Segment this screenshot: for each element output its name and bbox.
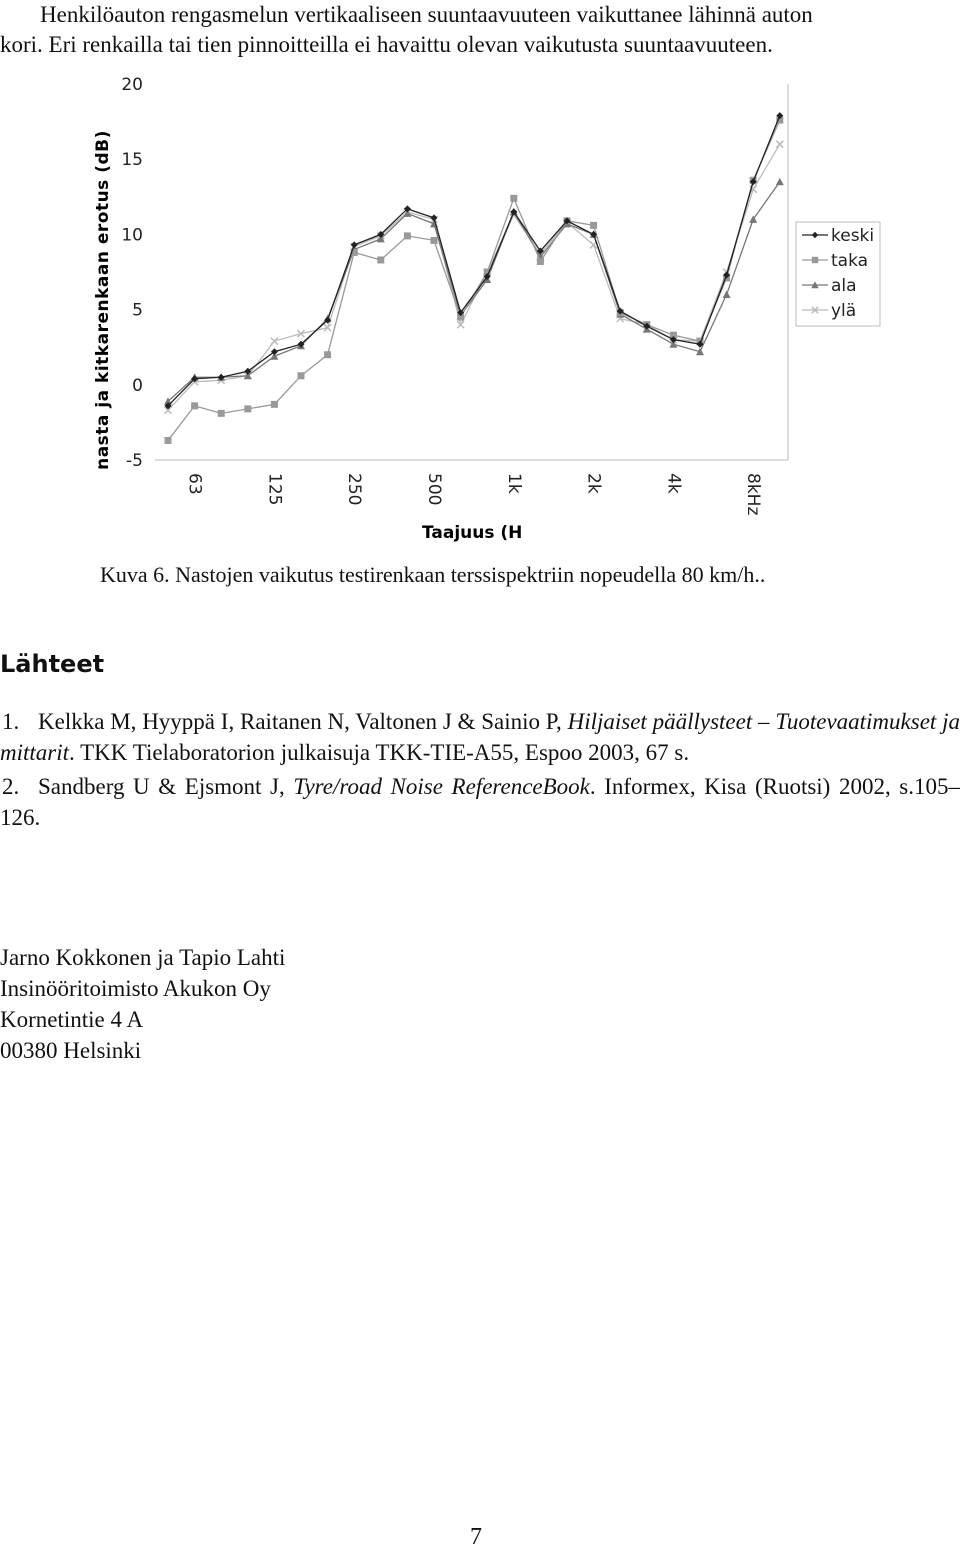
- data-point: [218, 410, 225, 417]
- x-tick-label: 4k: [663, 473, 684, 494]
- y-tick-label: 5: [132, 300, 143, 321]
- data-point: [324, 351, 331, 358]
- reference-publisher: . Informex, Kisa (Ruotsi) 2002, s.105–126.: [0, 774, 960, 830]
- x-tick-label: 125: [264, 473, 285, 506]
- references-heading: Lähteet: [0, 650, 105, 678]
- reference-title: Tyre/road Noise ReferenceBook: [293, 774, 590, 799]
- data-point: [271, 338, 278, 345]
- data-point: [191, 402, 198, 409]
- data-point: [271, 401, 278, 408]
- intro-line-2: kori. Eri renkailla tai tien pinnoitteilla ei havaittu olevan vaikutusta suuntaavuuteen.: [0, 32, 773, 57]
- data-point: [590, 222, 597, 229]
- x-tick-label: 63: [184, 473, 205, 495]
- reference-item: [0, 706, 960, 768]
- data-point: [537, 258, 544, 265]
- company-name: Insinööritoimisto Akukon Oy: [0, 976, 271, 1001]
- legend-marker: [812, 257, 818, 263]
- y-tick-label: 10: [121, 225, 143, 246]
- reference-authors: Kelkka M, Hyyppä I, Raitanen N, Valtonen J & Sainio P,: [38, 709, 568, 734]
- chart-axes: [155, 84, 788, 460]
- intro-line-1: Henkilöauton rengasmelun vertikaaliseen suuntaavuuteen vaikuttanee lähinnä auton: [40, 2, 813, 27]
- intro-paragraph: [0, 0, 960, 60]
- x-tick-label: 1k: [503, 473, 524, 494]
- reference-item: [0, 771, 960, 833]
- y-tick-label: -5: [126, 451, 143, 471]
- series-keski: [165, 112, 784, 409]
- data-point: [510, 195, 517, 202]
- y-axis-label: nasta ja kitkarenkaan erotus (dB): [93, 130, 113, 470]
- legend-label: taka: [831, 251, 869, 271]
- series-ala: [164, 178, 784, 405]
- reference-number: 1.: [2, 709, 20, 734]
- x-tick-labels: [185, 473, 764, 515]
- series-taka: [165, 117, 784, 444]
- chart-legend: [796, 222, 880, 326]
- legend-label: ala: [831, 276, 857, 296]
- author-address: [0, 942, 285, 1066]
- x-tick-label: 2k: [583, 473, 604, 494]
- reference-number: 2.: [2, 774, 20, 799]
- street-address: Kornetintie 4 A: [0, 1007, 144, 1032]
- y-tick-label: 0: [132, 375, 143, 396]
- x-axis-label: Taajuus (H: [422, 523, 523, 543]
- series-line: [168, 120, 780, 440]
- figure-caption: Kuva 6. Nastojen vaikutus testirenkaan terssispektriin nopeudella 80 km/h..: [100, 562, 766, 587]
- references-list: [0, 706, 960, 836]
- reference-title: Hiljaiset päällysteet – Tuotevaatimukset ja mittarit: [0, 709, 960, 765]
- y-tick-label: 15: [121, 150, 143, 171]
- chart-series: [164, 112, 784, 444]
- x-tick-label: 500: [424, 473, 444, 506]
- data-point: [431, 237, 438, 244]
- data-point: [377, 256, 384, 263]
- author-names: Jarno Kokkonen ja Tapio Lahti: [0, 945, 286, 970]
- postal-city: 00380 Helsinki: [0, 1038, 142, 1063]
- series-line: [168, 182, 780, 402]
- reference-publisher: . TKK Tielaboratorion julkaisuja TKK-TIE-A55, Espoo 2003, 67 s.: [69, 740, 690, 765]
- chart-frequency-spectrum: [0, 60, 960, 555]
- y-tick-label: 20: [121, 75, 143, 95]
- data-point: [723, 291, 731, 299]
- series-ylä: [165, 141, 784, 414]
- data-point: [298, 372, 305, 379]
- legend-label: keski: [831, 226, 875, 246]
- data-point: [431, 214, 438, 221]
- x-tick-label: 250: [344, 473, 365, 506]
- data-point: [776, 141, 783, 148]
- data-point: [165, 437, 172, 444]
- data-point: [351, 241, 358, 248]
- series-line: [168, 116, 780, 406]
- x-tick-label: 8kHz: [743, 473, 764, 516]
- data-point: [244, 405, 251, 412]
- reference-authors: Sandberg U & Ejsmont J,: [38, 774, 294, 799]
- y-tick-labels: [121, 75, 143, 471]
- page-number: 7: [470, 1524, 482, 1550]
- data-point: [404, 232, 411, 239]
- series-line: [168, 144, 780, 410]
- data-point: [776, 178, 784, 186]
- legend-label: ylä: [831, 301, 857, 321]
